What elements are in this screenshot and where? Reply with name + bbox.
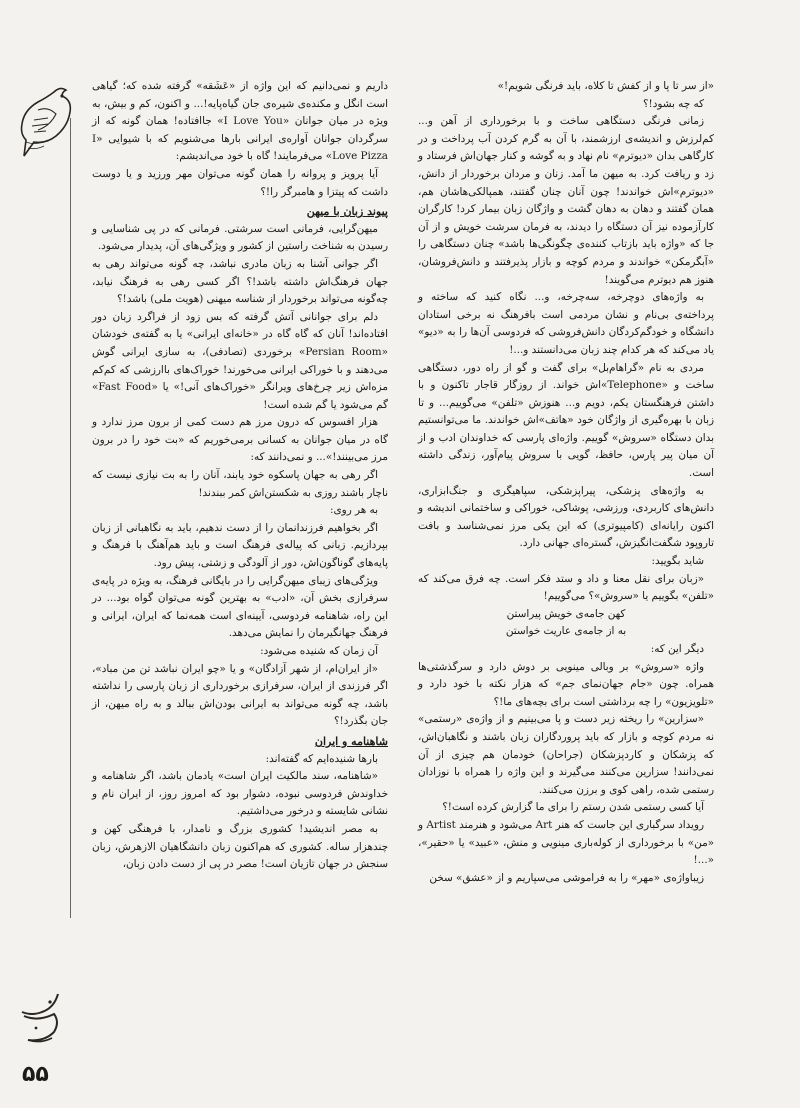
right-text-column	[418, 78, 714, 887]
paragraph: «از ایران‌ام، از شهر آزادگان» و یا «چو ایران نباشد تن من مباد»، اگر فرزندی از ایران، سرفرازی برخورداری از زبان پارسی را نداشته باشد، چه گونه می‌تواند به ایرانی بودن‌اش ببالد و به راه میهن، از جان بگذرد!؟	[92, 662, 388, 728]
paragraph: میهن‌گرایی، فرمانی است سرشتی. فرمانی که در پی شناسایی و رسیدن به شناخت راستین از کشور و ویژگی‌های آن، پدیدار می‌شود.	[92, 222, 388, 253]
paragraph: «از سر تا پا و از کفش تا کلاه، باید فرنگی شویم!»	[497, 80, 714, 92]
paragraph: داریم و نمی‌دانیم که این واژه از «عَشَقه» گرفته شده که؛ گیاهی است انگل و مکنده‌ی شیره‌ی جان گیاه‌پایه!... و اکنون، کم و بیش، به ویژه در میان جوانان «I Love You» جاافتاده! همان گونه که از سرگردان جوانان آواره‌ی ایرانی بارها می‌شنویم که با شیوایی «I Love Pizza» می‌فرمایند! گاه با خود می‌اندیشم:	[92, 80, 388, 163]
bird-illustration-icon	[14, 80, 78, 162]
section-heading: شاهنامه و ایران	[314, 734, 388, 748]
paragraph: به واژه‌های پزشکی، پیراپزشکی، سپاهیگری و جنگ‌ابزاری، دانش‌های کاربردی، ورزشی، پوشاکی، خوراکی و ساختمانی اندیشه و اکنون رایانه‌ای (کامپیوتری) که این یکی مرز نمی‌شناسد و بافت تاروپود شگفت‌انگیزش، گستره‌ای جهانی دارد.	[418, 484, 714, 550]
paragraph: رویداد سرگباری این جاست که هنر Art می‌شود و هنرمند Artist و «من» با برخورداری از کوله‌باری مینویی و منش، «عبید» یا «حقیر»، «...!	[418, 818, 714, 867]
paragraph: بارها شنیده‌ایم که گفته‌اند:	[265, 752, 378, 765]
magazine-logo-icon	[14, 988, 70, 1050]
paragraph: اگر رهی به جهان پاسکوه خود یابند، آنان را به بت نیازی نیست که ناچار باشند روزی به شکستن‌اش کمر ببندند!	[92, 469, 388, 499]
paragraph: دلم برای جوانانی آتش گرفته که بس زود از فراگرد زبان دور افتاده‌اند! آنان که گاه گاه در «خانه‌ای ایرانی» یا به گفته‌ی خودشان «Persian Room» برخوردی (تصادفی)، به سازی ایرانی گوش می‌دهند و با خوراکی ایرانی می‌خورند! خوراک‌های باارزشی که کم‌کم مزه‌اش زیر چرخ‌های ویرانگر «خوراک‌های آنی!» یا «Fast Food» گم می‌شود یا گم شده است!	[92, 310, 388, 411]
paragraph: که چه بشود!؟	[643, 97, 704, 110]
paragraph: واژه «سروش» بر وبالی مینویی بر دوش دارد و سرگذشتی‌ها همراه. چون «جام جهان‌نمای جم» که هزار نکته با خود دارد و «تلویزیون» را چه برداشتی است برای بچه‌های ما!؟	[418, 660, 714, 708]
paragraph: شاید بگویید:	[651, 555, 704, 568]
paragraph: ویژگی‌های زیبای میهن‌گرایی را در بایگانی فرهنگ، به ویژه در پایه‌ی سرفرازی بخش آن، «ادب» به بهترین گونه می‌توان گواه بود... در این راه، شاهنامه فردوسی، آیینه‌ای است همه‌نما که ایران، ایرانی و فرهنگ جهانگیرمان را نمایش می‌دهد.	[92, 574, 388, 640]
paragraph: به واژه‌های دوچرخه، سه‌چرخه، و... نگاه کنید که ساخته و پرداخته‌ی بی‌نام و نشان مردمی است بافرهنگ نه برخی استادان دانشگاه و خودگم‌کردگان دانش‌فروشی که فردوسی آن‌ها را به «دیو» یاد می‌کند که هر کدام چند زبان می‌دانستند و...!	[418, 291, 714, 356]
paragraph: اگر جوانی آشنا به زبان مادری نباشد، چه گونه می‌تواند رهی به جهان فرهنگ‌اش داشته باشد!؟ اگر کسی رهی به فرهنگ نیابد، چه‌گونه می‌تواند برخوردار از شناسه میهنی (هویت ملی) باشد!؟	[92, 257, 388, 306]
left-margin-band	[0, 0, 82, 1108]
paragraph: «شاهنامه، سند مالکیت ایران است» یادمان باشد، اگر شاهنامه و خداوندش فردوسی نبوده، دشوار بود که امروز روز، از ایران نام و نشانی شایسته و درخور می‌داشتیم.	[92, 770, 388, 818]
paragraph: آیا کسی رستمی شدن رستم را برای ما گزارش کرده است!؟	[442, 801, 704, 814]
paragraph: آیا پرویز و پروانه را همان گونه می‌توان مهر ورزید و یا دوست داشت که پیتزا و هامبرگر را!؟	[92, 167, 388, 198]
paragraph: «زبان برای نقل معنا و داد و ستد فکر است. چه فرق می‌کند که «تلفن» بگوییم یا «سروش»؟ می‌گوییم!	[418, 572, 714, 603]
paragraph: دیگر این که:	[650, 643, 704, 655]
left-text-column	[92, 78, 388, 874]
paragraph: به هر روی:	[330, 504, 378, 517]
paragraph: به مصر اندیشید! کشوری بزرگ و نامدار، با فرهنگی کهن و چندهزار ساله. کشوری که هم‌اکنون زبان دانشگاهیان الازهرش، زبان سنجش در جهان تازیان است! مصر در پی از دست دادن زبان،	[92, 822, 388, 871]
margin-divider-line	[70, 118, 71, 918]
poem-line: به از جامه‌ی عاریت خواستن	[505, 625, 627, 638]
paragraph: آن زمان که شنیده می‌شود:	[260, 645, 378, 657]
paragraph: مردی به نام «گراهام‌بل» برای گفت و گو از راه دور، دستگاهی ساخت و «Telephone»اش خواند. از روزگار قاجار تاکنون و با داشتن فرهنگستان یکم، دویم و... هنوزش «تلفن» می‌گوییم... و تا زبان با بهره‌گیری از واژگان خود «هاتف»اش خواندند. ما می‌توانستیم بدان دستگاه «سروش» گوییم. واژه‌ای پارسی که خداوندان ادب و از آن میان پیر پارس، حافظ، گویی با سروش پیام‌آور، زندگی داشته است.	[418, 361, 714, 480]
paragraph: هزار افسوس که درون مرز هم دست کمی از برون مرز ندارد و گاه در میان جوانان به کسانی برمی‌خوریم که «بت خود را در برون مرز می‌بینند!»... و نمی‌دانند که:	[92, 416, 388, 464]
paragraph: زمانی فرنگی دستگاهی ساخت و با برخورداری از آهن و... کم‌لرزش و اندیشه‌ی ارزشمند، با آن به گرم کردن آب پرداخت و در کارگاهی بدان «دیوترم» نام نهاد و به گوشه و کنار جهان‌اش فرستاد و زد و ریافت کرد. به میهن ما آمد. زنان و مردان برخوردار از دانش، «دیوترم»اش خواندند! چون آنان چنان گفتند، همپالکی‌هاشان هم، همان گفتند و دهان به دهان گشت و واژگان زبان بیمار کرد! کارگران کارآزموده نیز آن دستگاه را دیدند، به فرمان سرشت خویش و از آن جا که «واژه باید بازتاب کننده‌ی چگونگی‌ها باشد» چنان دستگاهی را «آبگرمکن» خواندند و مردم کوچه و بازار پذیرفتند و دانش‌فروشان، هنوز هم دیوترم می‌گویند!	[418, 115, 714, 286]
page-number: ۵۵	[22, 1062, 49, 1087]
section-heading: پیوند زبان با میهن	[306, 205, 388, 219]
paragraph: اگر بخواهیم فرزندانمان را از دست ندهیم، باید به نگاهبانی از زبان بپردازیم. زبانی که پیاله‌ی فرهنگ است و باید هم‌آهنگ با فرهنگ و پایه‌های گوناگون‌اش، دور از آلودگی و زشتی، پیش رود.	[92, 521, 388, 570]
poem-line: کهن جامه‌ی خویش پیراستن	[506, 607, 626, 620]
paragraph: زیباواژه‌ی «مهر» را به فراموشی می‌سپاریم و از «عشق» سخن	[429, 871, 704, 884]
paragraph: «سزارین» را ریخته زیر دست و پا می‌بینیم و از واژه‌ی «رستمی» نه مردم کوچه و بازار که باید پروردگاران زبان باشند و نگاهبان‌اش، که پزشکان و کارد‌پزشکان (جراحان) خودمان هم چیزی از آن نمی‌دانند! سزارین می‌کنند می‌گیرند و این واژه را همراه با نوزادان رستمی شده، راهی کوی و برزن می‌کنند.	[418, 713, 714, 796]
